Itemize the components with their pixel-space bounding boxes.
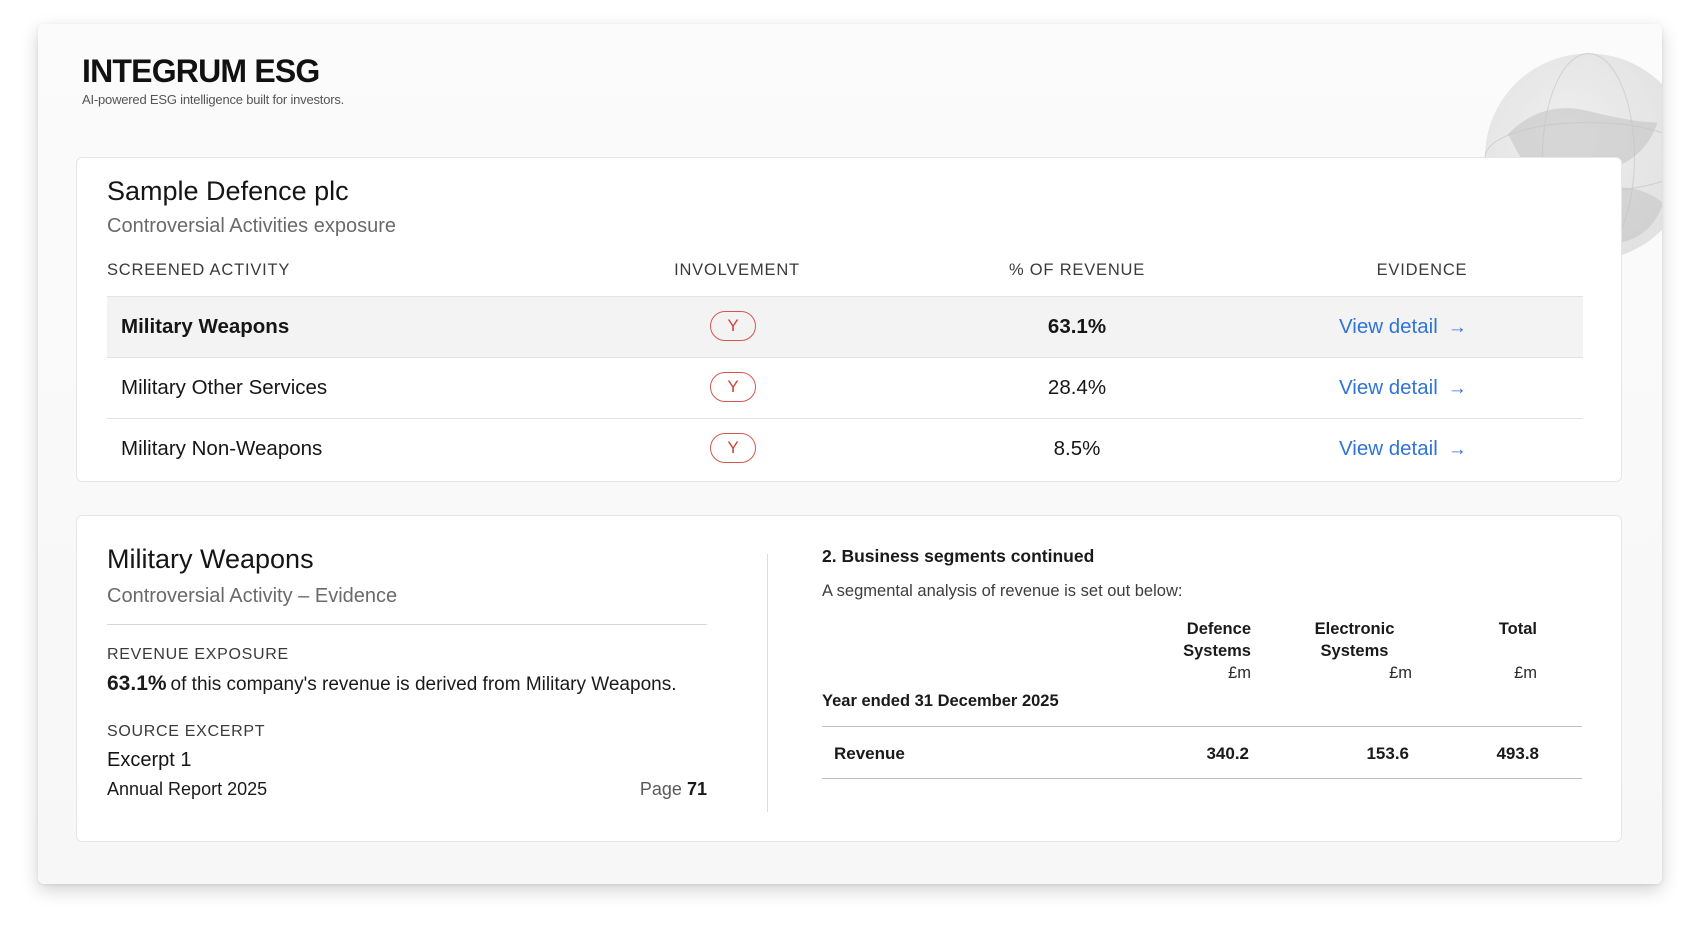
revenue-percent: 63.1%	[1047, 315, 1107, 338]
column-header-defence	[1131, 618, 1251, 684]
revenue-row-label: Revenue	[834, 744, 905, 763]
column-header-electronic	[1297, 618, 1412, 684]
divider	[107, 624, 707, 625]
evidence-header	[107, 544, 707, 608]
involvement-cell	[710, 358, 756, 418]
view-detail-link[interactable]	[1339, 297, 1467, 357]
table-rule	[822, 726, 1582, 727]
view-detail-link[interactable]	[1339, 358, 1467, 418]
revenue-value-defence: 340.2	[1206, 744, 1249, 763]
view-detail-label: View detail	[1339, 315, 1438, 338]
column-header-line: Total	[1498, 620, 1537, 638]
evidence-subtitle: Controversial Activity – Evidence	[107, 585, 398, 607]
revenue-percent: 28.4%	[1047, 376, 1107, 399]
view-detail-label: View detail	[1339, 437, 1438, 460]
table-rule	[822, 778, 1582, 779]
header-revenue: % OF REVENUE	[1008, 261, 1146, 279]
column-header-line: Systems	[1320, 642, 1389, 660]
column-header-total	[1457, 618, 1537, 684]
column-unit: £m	[1514, 664, 1537, 682]
involvement-cell	[710, 419, 756, 479]
document-excerpt	[822, 546, 1582, 601]
activity-name: Military Other Services	[121, 376, 328, 399]
column-header-line: Systems	[1183, 642, 1251, 660]
revenue-exposure-text: of this company's revenue is derived from Military Weapons.	[170, 674, 677, 695]
brand-header	[82, 54, 344, 107]
header-involvement: INVOLVEMENT	[674, 261, 800, 279]
activities-card	[76, 157, 1622, 482]
source-excerpt-label: SOURCE EXCERPT	[107, 723, 266, 740]
evidence-title: Military Weapons	[107, 544, 314, 574]
revenue-value-total: 493.8	[1496, 744, 1539, 763]
evidence-card	[76, 515, 1622, 842]
involvement-badge: Y	[710, 372, 756, 402]
app-window	[38, 24, 1662, 884]
brand-title: INTEGRUM ESG	[82, 53, 320, 89]
company-name: Sample Defence plc	[107, 176, 349, 206]
column-unit: £m	[1389, 664, 1412, 682]
period-label: Year ended 31 December 2025	[822, 692, 1059, 710]
arrow-right-icon: →	[1447, 378, 1467, 399]
column-header-line: Defence	[1186, 620, 1251, 638]
table-row[interactable]	[107, 357, 1583, 418]
page-label: Page	[639, 779, 682, 799]
document-intro: A segmental analysis of revenue is set out below:	[822, 582, 1183, 600]
column-header-line: Electronic	[1314, 620, 1395, 638]
excerpt-title: Excerpt 1	[107, 749, 192, 771]
activity-name: Military Weapons	[121, 315, 290, 338]
arrow-right-icon: →	[1447, 439, 1467, 460]
brand-tagline: AI-powered ESG intelligence built for investors.	[82, 92, 345, 108]
table-row[interactable]	[107, 296, 1583, 357]
involvement-badge: Y	[710, 311, 756, 341]
header-activity: SCREENED ACTIVITY	[107, 261, 291, 279]
view-detail-link[interactable]	[1339, 419, 1467, 479]
header-evidence: EVIDENCE	[1376, 261, 1468, 279]
table-header	[107, 261, 1583, 291]
activity-name: Military Non-Weapons	[121, 437, 323, 460]
arrow-right-icon: →	[1447, 317, 1467, 338]
company-subtitle: Controversial Activities exposure	[107, 215, 397, 237]
revenue-exposure-value: 63.1%	[107, 672, 167, 695]
report-name: Annual Report 2025	[107, 779, 268, 799]
page-number: 71	[686, 779, 707, 799]
revenue-percent: 8.5%	[1053, 437, 1101, 460]
involvement-cell	[710, 297, 756, 357]
involvement-badge: Y	[710, 433, 756, 463]
revenue-exposure-statement	[107, 672, 676, 696]
page-reference	[607, 779, 707, 800]
vertical-divider	[767, 554, 768, 812]
table-row[interactable]	[107, 418, 1583, 479]
view-detail-label: View detail	[1339, 376, 1438, 399]
column-unit: £m	[1228, 664, 1251, 682]
revenue-exposure-label: REVENUE EXPOSURE	[107, 646, 289, 663]
column-header-line	[1457, 640, 1537, 662]
document-heading: 2. Business segments continued	[822, 546, 1095, 566]
revenue-value-electronic: 153.6	[1366, 744, 1409, 763]
